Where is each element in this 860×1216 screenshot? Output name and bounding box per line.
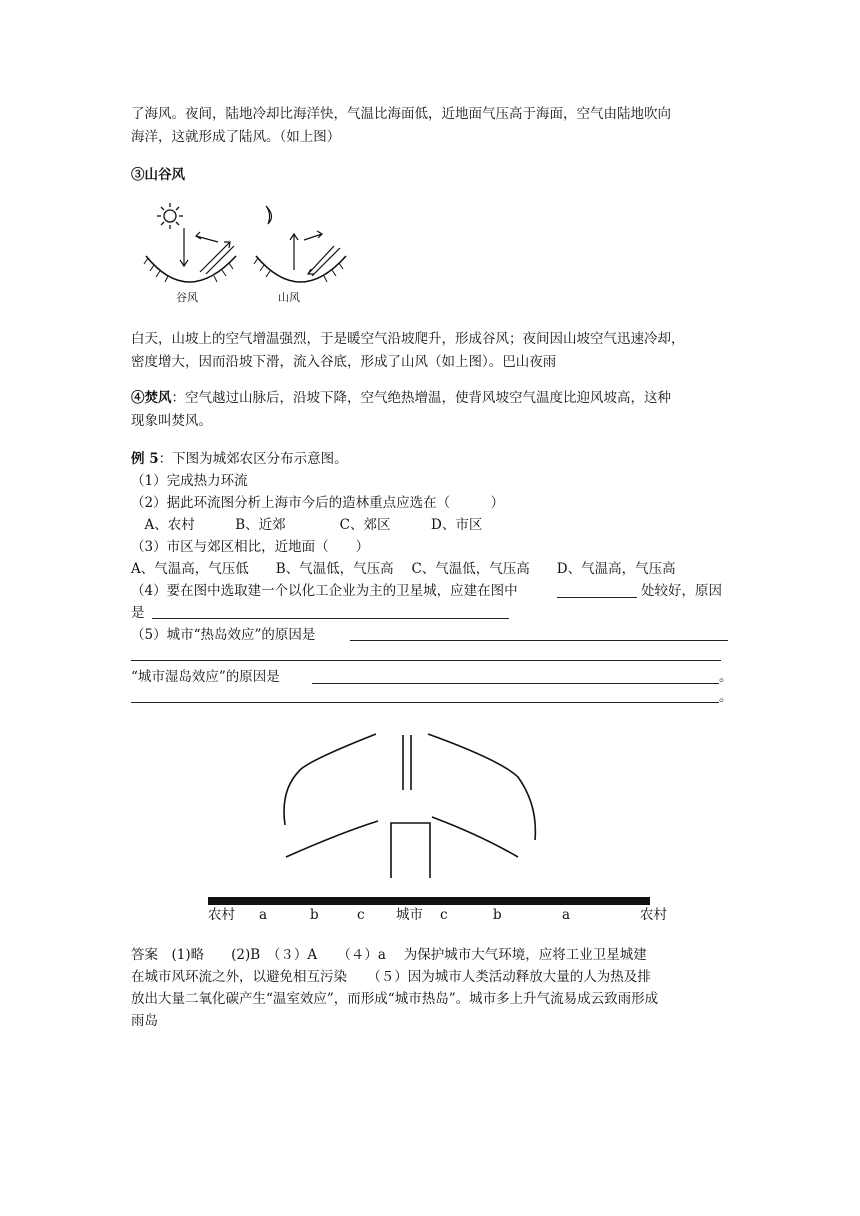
q4-answer-blank — [557, 597, 637, 598]
question-5-b: “城市湿岛效应”的原因是 — [131, 669, 280, 685]
answer-line-3: 放出大量二氧化碳产生“温室效应”，而形成“城市热岛”。城市多上升气流易成云致雨形成 — [131, 991, 659, 1007]
valley-wind-label: 谷风 — [176, 291, 198, 304]
left-circulation-upper — [284, 734, 376, 825]
diagram-label-a-right: a — [562, 907, 571, 923]
diagram-label-rural-right: 农村 — [640, 907, 667, 923]
city-circulation-diagram — [200, 725, 670, 905]
valley-wind-figure — [138, 198, 258, 308]
ground-bar — [208, 897, 650, 905]
q5-wet-island-blank — [312, 683, 719, 684]
diagram-label-b-left: b — [310, 907, 319, 923]
diagram-label-a-left: a — [259, 907, 268, 923]
section-3-para-line-2: 密度增大，因而沿坡下滑，流入谷底，形成了山风（如上图）。巴山夜雨 — [131, 354, 557, 370]
q5-heat-island-blank — [350, 640, 728, 641]
sun-icon — [157, 203, 183, 229]
answer-line-4: 雨岛 — [131, 1013, 158, 1029]
section-3-para-line-1: 白天，山坡上的空气增温强烈，于是暖空气沿坡爬升，形成谷风；夜间因山坡空气迅速冷却， — [131, 331, 685, 347]
city-building — [391, 823, 430, 878]
question-4-a: （4）要在图中选取建一个以化工企业为主的卫星城，应建在图中 — [131, 583, 518, 599]
q4-reason-blank — [152, 618, 509, 619]
section-4-line-1 — [131, 388, 671, 408]
question-1: （1）完成热力环流 — [131, 473, 248, 489]
valley-arrows — [180, 228, 234, 274]
q5-wet-island-period: 。 — [719, 669, 733, 685]
answer-line-1: 答案 (1)略 (2)B （３）A （４）a 为保护城市大气环境，应将工业卫星城建 — [131, 947, 647, 963]
section-4-title: ④焚风 — [131, 390, 172, 406]
mountain-wind-figure — [250, 198, 370, 308]
question-4-b: 处较好，原因 — [641, 583, 722, 599]
question-2-options: A、农村 B、近郊 C、郊区 D、市区 — [131, 517, 483, 533]
intro-line-1: 了海风。夜间，陆地冷却比海洋快，气温比海面低，近地面气压高于海面，空气由陆地吹向 — [131, 106, 671, 122]
q5-wet-island-blank-2 — [131, 702, 719, 703]
diagram-label-c-right: c — [440, 907, 448, 923]
q5-final-period: 。 — [719, 689, 733, 705]
diagram-label-c-left: c — [357, 907, 365, 923]
question-4-c: 是 — [131, 605, 145, 621]
example-5-heading — [131, 449, 348, 469]
moon-icon — [266, 206, 272, 224]
question-3: （3）市区与郊区相比，近地面（ ） — [131, 539, 370, 555]
section-4-text: ：空气越过山脉后，沿坡下降，空气绝热增温，使背风坡空气温度比迎风坡高，这种 — [171, 390, 671, 406]
example-5-title-rest: ：下图为城郊农区分布示意图。 — [158, 451, 348, 467]
diagram-label-rural-left: 农村 — [208, 907, 235, 923]
q5-heat-island-blank-2 — [131, 660, 721, 661]
mountain-wind-label: 山风 — [278, 291, 300, 304]
question-5-a: （5）城市“热岛效应”的原因是 — [131, 627, 316, 643]
ground-hatching — [254, 258, 343, 282]
section-4-line-2: 现象叫焚风。 — [131, 413, 212, 429]
valley-slope — [146, 256, 236, 282]
question-2: （2）据此环流图分析上海市今后的造林重点应选在（ ） — [131, 495, 505, 511]
diagram-label-b-right: b — [493, 907, 502, 923]
left-circulation-lower — [286, 821, 378, 857]
right-circulation-lower — [432, 817, 518, 857]
example-5-title: 例 5 — [131, 451, 159, 467]
section-3-title: ③山谷风 — [131, 167, 185, 183]
intro-line-2: 海洋，这就形成了陆风。（如上图） — [131, 129, 341, 145]
answer-line-2: 在城市风环流之外，以避免相互污染 （５）因为城市人类活动释放大量的人为热及排 — [131, 969, 651, 985]
diagram-label-city: 城市 — [396, 907, 423, 923]
question-3-options: A、气温高，气压低 B、气温低，气压高 C、气温低，气压高 D、气温高，气压高 — [131, 561, 676, 577]
right-circulation-upper — [428, 734, 535, 840]
mountain-slope — [256, 256, 346, 282]
